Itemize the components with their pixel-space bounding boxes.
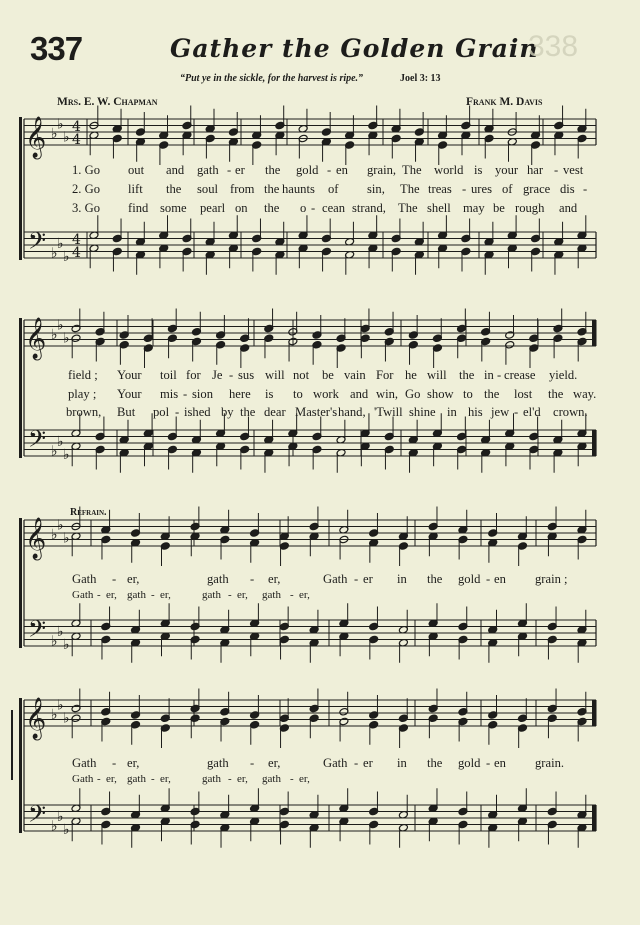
verse-syllable: not bbox=[293, 368, 310, 382]
refrain-echo-syllable: - bbox=[290, 773, 294, 785]
verse-syllable: soul bbox=[197, 182, 218, 196]
verse-syllable: yield. bbox=[549, 368, 578, 382]
refrain-echo-syllable: - bbox=[228, 773, 232, 785]
verse-syllable: en bbox=[336, 163, 348, 177]
final-barline bbox=[592, 805, 596, 831]
verse-syllable: to bbox=[463, 387, 473, 401]
refrain-echo-syllable: - bbox=[97, 589, 101, 601]
verse-syllable: - bbox=[183, 387, 188, 401]
bleed-through-hymn-number: 338 bbox=[528, 30, 579, 63]
refrain-syllable: - bbox=[250, 756, 255, 770]
verse-syllable: to bbox=[293, 387, 303, 401]
verse-syllable: grain, bbox=[367, 163, 397, 177]
flat-sign-icon: ♭ bbox=[57, 235, 64, 252]
refrain-syllable: er, bbox=[127, 756, 140, 770]
verse-syllable: har bbox=[527, 163, 544, 177]
scripture-epigraph: “Put ye in the sickle, for the harvest is ripe.” bbox=[180, 73, 364, 84]
final-barline bbox=[592, 700, 596, 726]
refrain-echo-syllable: gath bbox=[127, 589, 146, 601]
verse-syllable: mis bbox=[160, 387, 179, 401]
refrain-syllable: gold bbox=[458, 756, 481, 770]
verse-syllable: shine bbox=[409, 405, 436, 419]
refrain-syllable: - bbox=[250, 572, 255, 586]
refrain-syllable: - bbox=[112, 756, 117, 770]
verse-syllable: - bbox=[227, 163, 232, 177]
verse-syllable: treas bbox=[428, 182, 452, 196]
verse-syllable: in bbox=[447, 405, 457, 419]
refrain-syllable: the bbox=[427, 756, 443, 770]
verse-syllable: some bbox=[160, 201, 187, 215]
flat-sign-icon: ♭ bbox=[51, 443, 58, 460]
verse-syllable: by bbox=[221, 405, 234, 419]
verse-syllable: for bbox=[186, 368, 201, 382]
refrain-echo-syllable: Gath bbox=[72, 773, 94, 785]
verse-syllable: The bbox=[402, 163, 422, 177]
verse-syllable: vest bbox=[563, 163, 584, 177]
verse-syllable: the bbox=[240, 405, 256, 419]
bass-clef-icon: 𝄢 bbox=[28, 800, 47, 833]
refrain-echo-syllable: er, bbox=[299, 773, 310, 785]
verse-syllable: win, bbox=[376, 387, 399, 401]
refrain-echo-syllable: er, bbox=[237, 773, 248, 785]
verse-syllable: Your bbox=[117, 387, 142, 401]
verse-syllable: the bbox=[459, 368, 475, 382]
composer-credit: Frank M. Davis bbox=[466, 96, 543, 108]
flat-sign-icon: ♭ bbox=[63, 330, 70, 347]
bass-clef-icon: 𝄢 bbox=[28, 615, 47, 648]
verse-syllable: out bbox=[128, 163, 145, 177]
verse-syllable: here bbox=[229, 387, 251, 401]
verse-syllable: of bbox=[328, 182, 339, 196]
bass-clef-icon: 𝄢 bbox=[28, 227, 47, 260]
verse-syllable: ished bbox=[184, 405, 211, 419]
refrain-label: Refrain. bbox=[70, 507, 107, 518]
refrain-syllable: - bbox=[486, 572, 491, 586]
verse-syllable: Your bbox=[117, 368, 142, 382]
flat-sign-icon: ♭ bbox=[63, 530, 70, 547]
verse-syllable: in bbox=[484, 368, 494, 382]
verse-syllable: 1. Go bbox=[72, 163, 100, 177]
verse-syllable: the bbox=[166, 182, 182, 196]
verse-syllable: Master's bbox=[295, 405, 338, 419]
flat-sign-icon: ♭ bbox=[51, 707, 58, 723]
verse-syllable: sion bbox=[192, 387, 213, 401]
verse-syllable: brown, bbox=[66, 405, 102, 419]
refrain-syllable: er bbox=[363, 572, 373, 586]
treble-clef-icon: 𝄞 bbox=[25, 518, 47, 559]
verse-syllable: But bbox=[117, 405, 136, 419]
verse-syllable: - bbox=[554, 163, 559, 177]
verse-syllable: rough bbox=[515, 201, 545, 215]
verse-syllable: from bbox=[230, 182, 255, 196]
refrain-echo-syllable: - bbox=[97, 773, 101, 785]
refrain-syllable: gold bbox=[458, 572, 481, 586]
refrain-syllable: - bbox=[354, 756, 359, 770]
verse-syllable: hand, bbox=[338, 405, 366, 419]
refrain-echo-syllable: er, bbox=[299, 589, 310, 601]
refrain-syllable: en bbox=[494, 572, 506, 586]
refrain-syllable: grain. bbox=[535, 756, 565, 770]
refrain-syllable: - bbox=[486, 756, 491, 770]
flat-sign-icon: ♭ bbox=[51, 527, 58, 543]
flat-sign-icon: ♭ bbox=[57, 697, 64, 714]
refrain-echo-syllable: er, bbox=[160, 773, 171, 785]
verse-syllable: For bbox=[376, 368, 394, 382]
flat-sign-icon: ♭ bbox=[63, 129, 70, 146]
verse-syllable: strand, bbox=[352, 201, 386, 215]
flat-sign-icon: ♭ bbox=[63, 636, 70, 653]
system-brace bbox=[19, 518, 22, 648]
system-brace bbox=[19, 698, 22, 833]
verse-syllable: shell bbox=[427, 201, 451, 215]
time-signature-denominator: 4 bbox=[72, 245, 81, 261]
verse-syllable: is bbox=[474, 163, 483, 177]
verse-syllable: - bbox=[497, 368, 502, 382]
verse-syllable: work bbox=[313, 387, 339, 401]
flat-sign-icon: ♭ bbox=[57, 517, 64, 534]
verse-syllable: The bbox=[398, 201, 418, 215]
refrain-syllable: Gath bbox=[72, 756, 97, 770]
verse-syllable: haunts bbox=[282, 182, 315, 196]
verse-syllable: er bbox=[235, 163, 245, 177]
verse-syllable: - bbox=[229, 368, 234, 382]
final-barline bbox=[592, 430, 596, 456]
treble-clef-icon: 𝄞 bbox=[25, 698, 47, 739]
flat-sign-icon: ♭ bbox=[51, 245, 58, 262]
verse-syllable: sin, bbox=[367, 182, 385, 196]
flat-sign-icon: ♭ bbox=[63, 446, 70, 463]
flat-sign-icon: ♭ bbox=[63, 821, 70, 838]
verse-syllable: sus bbox=[238, 368, 255, 382]
verse-syllable: dear bbox=[264, 405, 286, 419]
refrain-echo-syllable: - bbox=[290, 589, 294, 601]
refrain-echo-syllable: gath bbox=[127, 773, 146, 785]
verse-syllable: the bbox=[264, 182, 280, 196]
flat-sign-icon: ♭ bbox=[51, 126, 58, 142]
refrain-syllable: gath bbox=[207, 572, 229, 586]
refrain-echo-syllable: gath bbox=[262, 589, 281, 601]
flat-sign-icon: ♭ bbox=[51, 633, 58, 650]
verse-syllable: - bbox=[462, 182, 467, 196]
refrain-echo-syllable: gath bbox=[202, 773, 221, 785]
time-signature-numerator: 4 bbox=[72, 119, 81, 135]
verse-syllable: will bbox=[427, 368, 447, 382]
verse-syllable: Go bbox=[405, 387, 421, 401]
final-barline bbox=[592, 320, 596, 346]
refrain-syllable: gath bbox=[207, 756, 229, 770]
refrain-echo-syllable: er, bbox=[106, 589, 117, 601]
verse-syllable: 3. Go bbox=[72, 201, 100, 215]
verse-syllable: 2. Go bbox=[72, 182, 100, 196]
verse-syllable: your bbox=[495, 163, 519, 177]
verse-syllable: pearl bbox=[200, 201, 226, 215]
refrain-syllable: Gath bbox=[323, 572, 348, 586]
verse-syllable: show bbox=[427, 387, 454, 401]
verse-syllable: the bbox=[264, 201, 280, 215]
time-signature-numerator: 4 bbox=[72, 232, 81, 248]
verse-syllable: is bbox=[265, 387, 274, 401]
flat-sign-icon: ♭ bbox=[51, 818, 58, 835]
flat-sign-icon: ♭ bbox=[63, 248, 70, 265]
verse-syllable: on bbox=[235, 201, 248, 215]
refrain-syllable: er, bbox=[268, 572, 281, 586]
verse-syllable: - bbox=[311, 201, 316, 215]
verse-syllable: play ; bbox=[68, 387, 97, 401]
verse-syllable: 'Twill bbox=[374, 405, 403, 419]
verse-syllable: he bbox=[405, 368, 417, 382]
verse-syllable: crown. bbox=[553, 405, 588, 419]
verse-syllable: the bbox=[548, 387, 564, 401]
system-brace bbox=[19, 318, 22, 458]
verse-syllable: crease bbox=[504, 368, 536, 382]
refrain-echo-syllable: er, bbox=[106, 773, 117, 785]
refrain-echo-syllable: gath bbox=[202, 589, 221, 601]
verse-syllable: gold bbox=[296, 163, 319, 177]
refrain-syllable: er, bbox=[268, 756, 281, 770]
verse-syllable: the bbox=[265, 163, 281, 177]
verse-syllable: grace bbox=[523, 182, 551, 196]
verse-syllable: el'd bbox=[523, 405, 541, 419]
verse-syllable: world bbox=[434, 163, 464, 177]
flat-sign-icon: ♭ bbox=[57, 116, 64, 133]
verse-syllable: lift bbox=[128, 182, 143, 196]
refrain-syllable: in bbox=[397, 572, 407, 586]
refrain-echo-syllable: er, bbox=[237, 589, 248, 601]
verse-syllable: be bbox=[322, 368, 334, 382]
bass-clef-icon: 𝄢 bbox=[28, 425, 47, 458]
flat-sign-icon: ♭ bbox=[57, 317, 64, 334]
verse-syllable: The bbox=[400, 182, 420, 196]
refrain-echo-syllable: er, bbox=[160, 589, 171, 601]
refrain-echo-syllable: - bbox=[151, 773, 155, 785]
refrain-syllable: - bbox=[112, 572, 117, 586]
verse-syllable: - bbox=[327, 163, 332, 177]
hymn-number: 337 bbox=[30, 30, 83, 67]
treble-clef-icon: 𝄞 bbox=[25, 117, 47, 158]
refrain-echo-syllable: - bbox=[228, 589, 232, 601]
refrain-syllable: Gath bbox=[323, 756, 348, 770]
refrain-syllable: er, bbox=[127, 572, 140, 586]
verse-syllable: the bbox=[484, 387, 500, 401]
treble-clef-icon: 𝄞 bbox=[25, 318, 47, 359]
refrain-syllable: en bbox=[494, 756, 506, 770]
verse-syllable: gath bbox=[197, 163, 219, 177]
hymn-title: Gather the Golden Grain bbox=[170, 34, 539, 63]
verse-syllable: will bbox=[265, 368, 285, 382]
verse-syllable: and bbox=[559, 201, 578, 215]
verse-syllable: - bbox=[514, 405, 519, 419]
refrain-echo-syllable: - bbox=[151, 589, 155, 601]
flat-sign-icon: ♭ bbox=[51, 327, 58, 343]
verse-syllable: his bbox=[468, 405, 483, 419]
refrain-syllable: er bbox=[363, 756, 373, 770]
verse-syllable: toil bbox=[160, 368, 177, 382]
flat-sign-icon: ♭ bbox=[57, 808, 64, 825]
refrain-syllable: in bbox=[397, 756, 407, 770]
time-signature-denominator: 4 bbox=[72, 132, 81, 148]
verse-syllable: and bbox=[350, 387, 369, 401]
verse-syllable: - bbox=[583, 182, 588, 196]
refrain-syllable: the bbox=[427, 572, 443, 586]
verse-syllable: ures bbox=[471, 182, 492, 196]
verse-syllable: o bbox=[300, 201, 307, 215]
verse-syllable: may bbox=[463, 201, 485, 215]
verse-syllable: way. bbox=[573, 387, 597, 401]
verse-syllable: dis bbox=[560, 182, 575, 196]
flat-sign-icon: ♭ bbox=[57, 433, 64, 450]
verse-syllable: lost bbox=[514, 387, 533, 401]
verse-syllable: of bbox=[502, 182, 513, 196]
verse-syllable: pol bbox=[153, 405, 170, 419]
refrain-echo-syllable: gath bbox=[262, 773, 281, 785]
verse-syllable: find bbox=[128, 201, 149, 215]
lyricist-credit: Mrs. E. W. Chapman bbox=[57, 96, 158, 108]
verse-syllable: field ; bbox=[68, 368, 98, 382]
refrain-echo-syllable: Gath bbox=[72, 589, 94, 601]
verse-syllable: Je bbox=[212, 368, 223, 382]
verse-syllable: and bbox=[166, 163, 185, 177]
verse-syllable: be bbox=[493, 201, 505, 215]
verse-syllable: cean bbox=[322, 201, 346, 215]
verse-syllable: - bbox=[175, 405, 180, 419]
system-brace bbox=[19, 117, 22, 260]
refrain-syllable: Gath bbox=[72, 572, 97, 586]
verse-syllable: vain bbox=[344, 368, 366, 382]
flat-sign-icon: ♭ bbox=[63, 710, 70, 727]
scripture-reference: Joel 3: 13 bbox=[400, 73, 441, 84]
refrain-syllable: - bbox=[354, 572, 359, 586]
verse-syllable: jew bbox=[491, 405, 510, 419]
flat-sign-icon: ♭ bbox=[57, 623, 64, 640]
refrain-syllable: grain ; bbox=[535, 572, 568, 586]
